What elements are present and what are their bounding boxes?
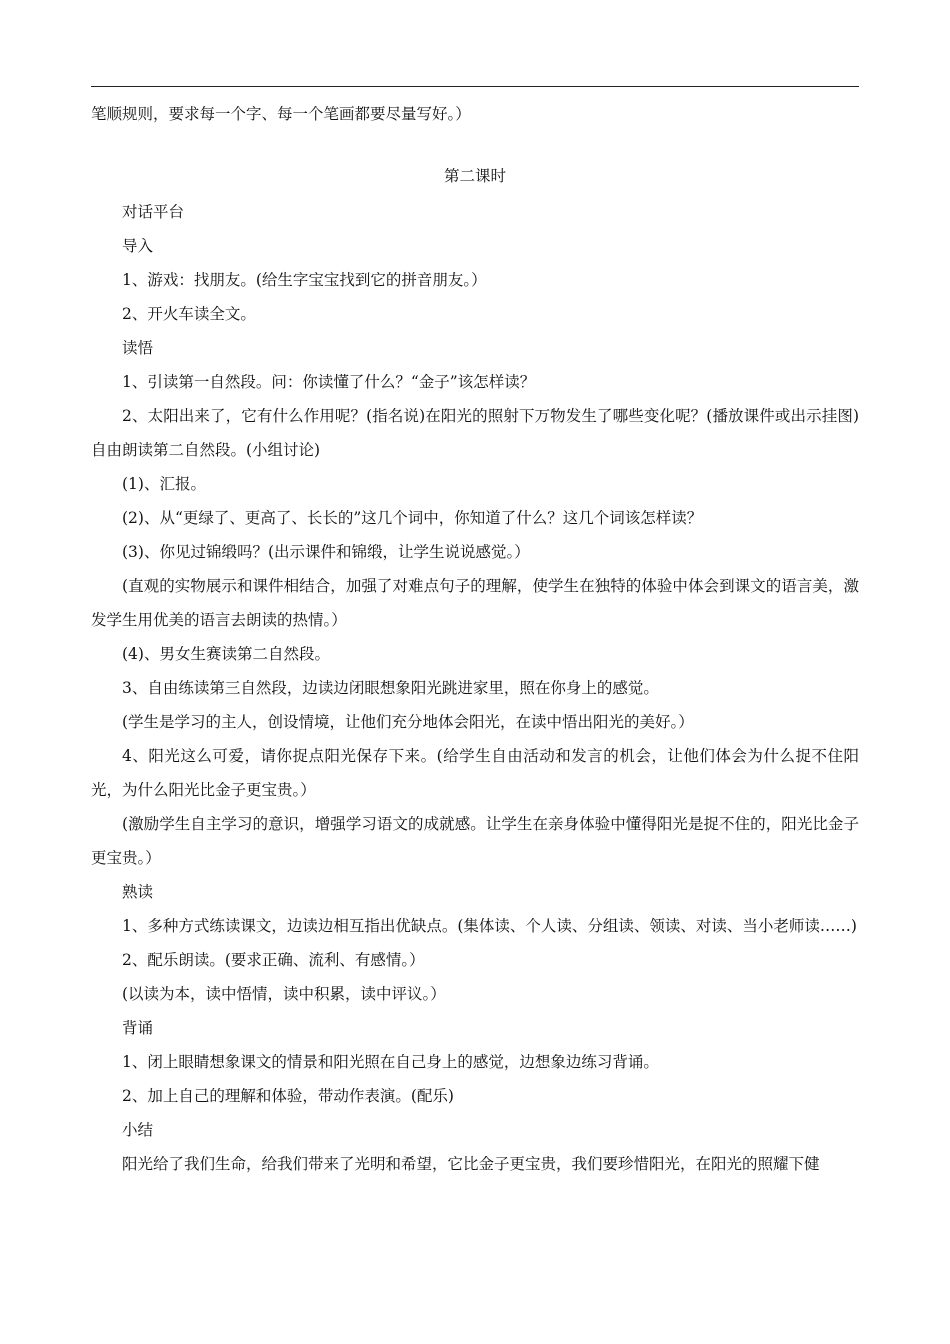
paragraph: 1、游戏：找朋友。(给生字宝宝找到它的拼音朋友。）: [122, 271, 487, 289]
paragraph: 1、多种方式练读课文，边读边相互指出优缺点。(集体读、个人读、分组读、领读、对读、当小老师读……): [122, 917, 857, 935]
paragraph-continued: 笔顺规则，要求每一个字、每一个笔画都要尽量写好。）: [91, 105, 471, 123]
paragraph: 2、加上自己的理解和体验，带动作表演。(配乐): [122, 1087, 454, 1105]
paragraph: (1)、汇报。: [122, 475, 206, 493]
paragraph: 3、自由练读第三自然段，边读边闭眼想象阳光跳进家里，照在你身上的感觉。: [122, 679, 659, 697]
paragraph: 1、引读第一自然段。问：你读懂了什么？“金子”该怎样读？: [122, 373, 536, 391]
paragraph: (2)、从“更绿了、更高了、长长的”这几个词中，你知道了什么？这几个词该怎样读？: [122, 509, 703, 527]
paragraph: (以读为本，读中悟情，读中积累，读中评议。）: [122, 985, 446, 1003]
paragraph: (激励学生自主学习的意识，增强学习语文的成就感。让学生在亲身体验中懂得阳光是捉不住的，阳光比金子更宝贵。）: [91, 815, 859, 867]
section-title: 第二课时: [443, 167, 506, 185]
paragraph: (直观的实物展示和课件相结合，加强了对难点句子的理解，使学生在独特的体验中体会到课文的语言美，激发学生用优美的语言去朗读的热情。）: [91, 577, 859, 629]
paragraph: (4)、男女生赛读第二自然段。: [122, 645, 330, 663]
paragraph: 1、闭上眼睛想象课文的情景和阳光照在自己身上的感觉，边想象边练习背诵。: [122, 1053, 659, 1071]
paragraph: (3)、你见过锦缎吗？(出示课件和锦缎，让学生说说感觉。）: [122, 543, 530, 561]
heading-introduction: 导入: [122, 237, 154, 255]
header-rule: [91, 86, 859, 87]
paragraph: 2、开火车读全文。: [122, 305, 256, 323]
paragraph: 2、太阳出来了，它有什么作用呢？(指名说)在阳光的照射下万物发生了哪些变化呢？(播放课件或出示挂图)自由朗读第二自然段。(小组讨论): [91, 407, 859, 459]
paragraph: 阳光给了我们生命，给我们带来了光明和希望，它比金子更宝贵，我们要珍惜阳光，在阳光的照耀下健: [122, 1155, 820, 1173]
heading-summary: 小结: [122, 1121, 154, 1139]
paragraph: (学生是学习的主人，创设情境，让他们充分地体会阳光，在读中悟出阳光的美好。）: [122, 713, 694, 731]
heading-dialogue-platform: 对话平台: [122, 203, 185, 221]
heading-recitation: 背诵: [122, 1019, 154, 1037]
heading-familiar-reading: 熟读: [122, 883, 154, 901]
document-body: [91, 97, 859, 1181]
paragraph: 4、阳光这么可爱，请你捉点阳光保存下来。(给学生自由活动和发言的机会，让他们体会为什么捉不住阳光，为什么阳光比金子更宝贵。）: [91, 747, 859, 799]
paragraph: 2、配乐朗读。(要求正确、流利、有感情。）: [122, 951, 425, 969]
heading-reading: 读悟: [122, 339, 154, 357]
